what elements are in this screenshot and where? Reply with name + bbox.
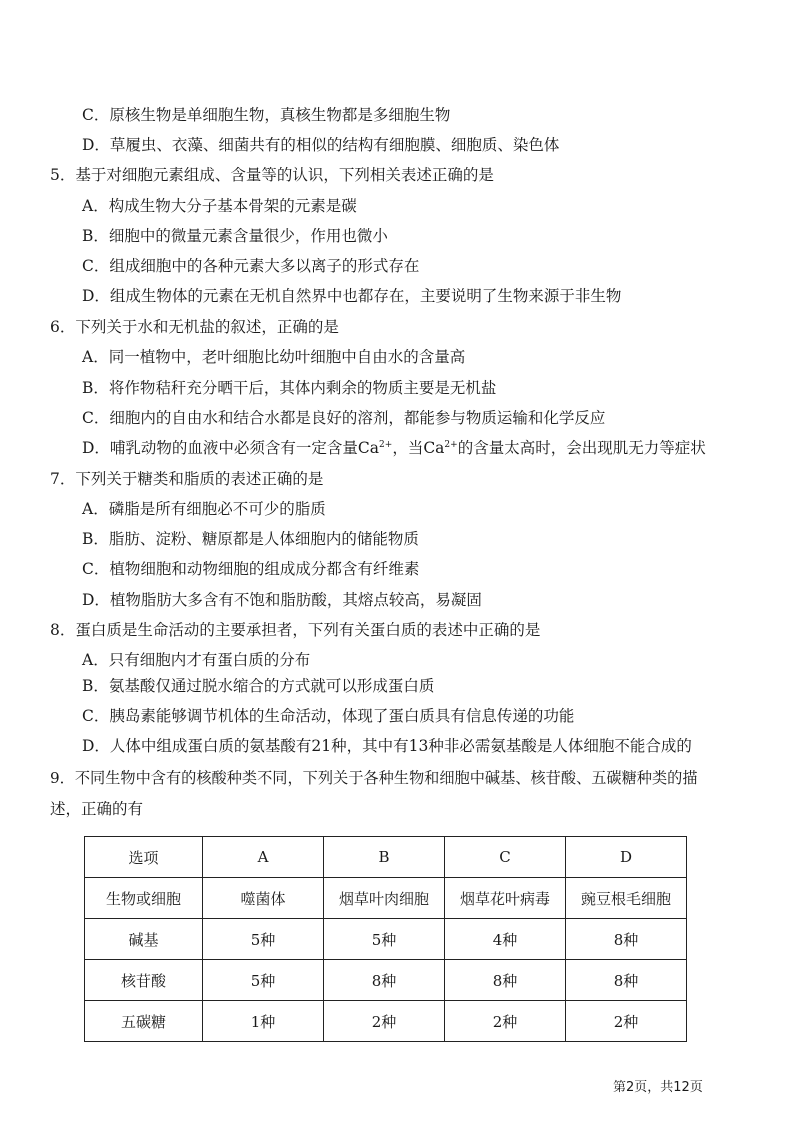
q9-table xyxy=(84,836,687,1042)
table-cell: 8种 xyxy=(566,919,687,960)
table-cell: 豌豆根毛细胞 xyxy=(566,878,687,919)
table-cell: 噬菌体 xyxy=(203,878,324,919)
table-cell: 2种 xyxy=(566,1001,687,1042)
q7-option-a: A．磷脂是所有细胞必不可少的脂质 xyxy=(82,500,326,518)
table-row xyxy=(85,919,687,960)
q8-option-b: B．氨基酸仅通过脱水缩合的方式就可以形成蛋白质 xyxy=(82,677,435,695)
q7-stem: 7．下列关于糖类和脂质的表述正确的是 xyxy=(50,470,324,488)
table-cell: 烟草花叶病毒 xyxy=(445,878,566,919)
q6-d-text-1: D．哺乳动物的血液中必须含有一定含量Ca xyxy=(82,439,380,457)
table-cell: 5种 xyxy=(203,960,324,1001)
q5-option-b: B．细胞中的微量元素含量很少，作用也微小 xyxy=(82,227,388,245)
q8-option-c: C．胰岛素能够调节机体的生命活动，体现了蛋白质具有信息传递的功能 xyxy=(82,707,575,725)
table-cell: 4种 xyxy=(445,919,566,960)
q6-d-sup-2: 2+ xyxy=(444,440,458,450)
q6-d-sup-1: 2+ xyxy=(379,440,393,450)
q4-option-c: C．原核生物是单细胞生物，真核生物都是多细胞生物 xyxy=(82,106,451,124)
table-cell: 烟草叶肉细胞 xyxy=(324,878,445,919)
table-cell: 5种 xyxy=(203,919,324,960)
q6-option-a: A．同一植物中，老叶细胞比幼叶细胞中自由水的含量高 xyxy=(82,348,466,366)
q7-option-b: B．脂肪、淀粉、糖原都是人体细胞内的储能物质 xyxy=(82,530,419,548)
table-header-cell: D xyxy=(566,837,687,878)
table-header-cell: B xyxy=(324,837,445,878)
q8-option-a: A．只有细胞内才有蛋白质的分布 xyxy=(82,651,311,669)
q9-stem-line-1: 9．不同生物中含有的核酸种类不同，下列关于各种生物和细胞中碱基、核苷酸、五碳糖种类的描 xyxy=(50,769,698,787)
table-header-row xyxy=(85,837,687,878)
q5-stem: 5．基于对细胞元素组成、含量等的认识，下列相关表述正确的是 xyxy=(50,166,494,184)
table-header-cell: C xyxy=(445,837,566,878)
q7-option-c: C．植物细胞和动物细胞的组成成分都含有纤维素 xyxy=(82,560,420,578)
table-header-cell: A xyxy=(203,837,324,878)
table-row xyxy=(85,878,687,919)
table-row xyxy=(85,1001,687,1042)
table-cell: 5种 xyxy=(324,919,445,960)
table-cell: 1种 xyxy=(203,1001,324,1042)
q6-stem: 6．下列关于水和无机盐的叙述，正确的是 xyxy=(50,318,339,336)
q7-option-d: D．植物脂肪大多含有不饱和脂肪酸，其熔点较高，易凝固 xyxy=(82,591,482,609)
q6-option-b: B．将作物秸秆充分晒干后，其体内剩余的物质主要是无机盐 xyxy=(82,379,497,397)
q8-option-d: D．人体中组成蛋白质的氨基酸有21种，其中有13种非必需氨基酸是人体细胞不能合成的 xyxy=(82,737,692,755)
table-cell: 生物或细胞 xyxy=(85,878,203,919)
q6-d-text-3: 的含量太高时，会出现肌无力等症状 xyxy=(457,439,706,457)
table-cell: 2种 xyxy=(445,1001,566,1042)
table-cell: 五碳糖 xyxy=(85,1001,203,1042)
table-cell: 8种 xyxy=(566,960,687,1001)
q5-option-c: C．组成细胞中的各种元素大多以离子的形式存在 xyxy=(82,257,420,275)
q4-option-d: D．草履虫、衣藻、细菌共有的相似的结构有细胞膜、细胞质、染色体 xyxy=(82,136,560,154)
q5-option-d: D．组成生物体的元素在无机自然界中也都存在，主要说明了生物来源于非生物 xyxy=(82,287,622,305)
table-cell: 2种 xyxy=(324,1001,445,1042)
page-footer: 第2页，共12页 xyxy=(613,1080,703,1095)
q6-d-text-2: ，当Ca xyxy=(392,439,445,457)
table-header-cell: 选项 xyxy=(85,837,203,878)
q6-option-d xyxy=(82,438,706,458)
q8-stem: 8．蛋白质是生命活动的主要承担者，下列有关蛋白质的表述中正确的是 xyxy=(50,621,541,639)
q6-option-c: C．细胞内的自由水和结合水都是良好的溶剂，都能参与物质运输和化学反应 xyxy=(82,409,606,427)
table-row xyxy=(85,960,687,1001)
table-cell: 核苷酸 xyxy=(85,960,203,1001)
table-cell: 8种 xyxy=(445,960,566,1001)
q5-option-a: A．构成生物大分子基本骨架的元素是碳 xyxy=(82,197,357,215)
q9-stem-line-2: 述，正确的有 xyxy=(50,800,144,818)
table-cell: 8种 xyxy=(324,960,445,1001)
table-cell: 碱基 xyxy=(85,919,203,960)
